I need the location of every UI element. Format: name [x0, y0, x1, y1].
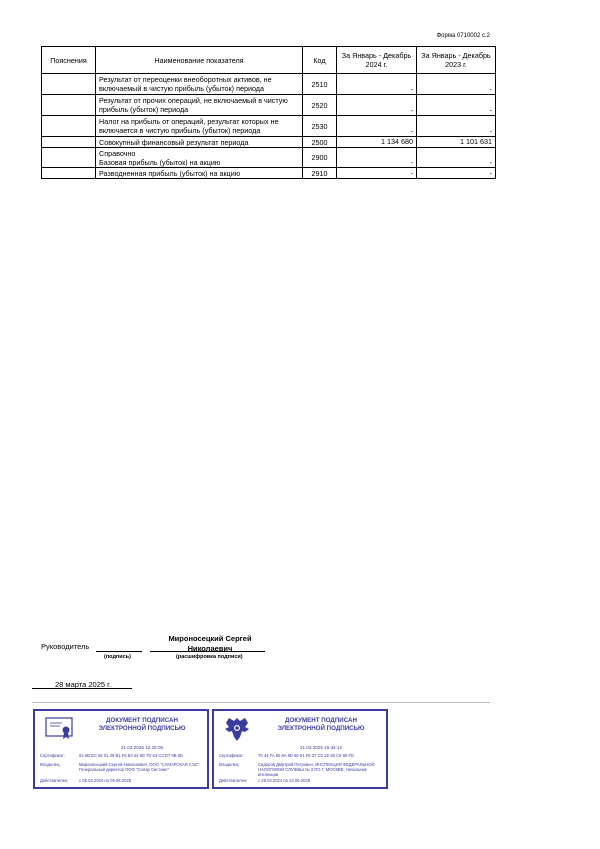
eagle-emblem-icon	[222, 715, 252, 743]
stamp-timestamp: 31.03.2025 15:34:12	[299, 745, 343, 750]
table-row	[42, 148, 496, 168]
table-row	[42, 95, 496, 116]
row-name: Справочно Базовая прибыль (убыток) на акцию	[96, 148, 303, 168]
row-notes	[42, 74, 96, 95]
row-value-current: -	[337, 74, 417, 95]
cert-label: Сертификат:	[219, 753, 244, 758]
row-code: 2910	[303, 168, 337, 179]
caption-signature: (подпись)	[104, 654, 131, 660]
row-notes	[42, 148, 96, 168]
header-name: Наименование показателя	[96, 47, 303, 74]
table-header-row	[42, 47, 496, 74]
row-value-current: -	[337, 95, 417, 116]
row-value-prev: 1 101 631	[417, 137, 496, 148]
owner-label: Владелец:	[219, 762, 240, 767]
row-code: 2530	[303, 116, 337, 137]
header-notes: Пояснения	[42, 47, 96, 74]
row-name: Результат от переоценки внеоборотных активов, не включаемый в чистую прибыль (убыток) периода	[96, 74, 303, 95]
row-value-prev: -	[417, 148, 496, 168]
row-name: Разводненная прибыль (убыток) на акцию	[96, 168, 303, 179]
signer-name-line2: Николаевич	[187, 644, 233, 653]
header-year-current: За Январь - Декабрь 2024 г.	[337, 47, 417, 74]
report-table	[41, 46, 496, 179]
valid-value: с 05.03.2024 по 05.06.2025	[79, 778, 132, 783]
row-code: 2510	[303, 74, 337, 95]
stamp-title: ДОКУМЕНТ ПОДПИСАН ЭЛЕКТРОННОЙ ПОДПИСЬЮ	[98, 717, 186, 732]
row-value-prev: -	[417, 116, 496, 137]
certificate-icon	[45, 717, 73, 741]
owner-value: Сидоров Дмитрий Петрович, ИНСПЕКЦИЯ ФЕДЕРАЛЬНОЙ НАЛОГОВОЙ СЛУЖБЫ № 3 ПО Г. МОСКВЕ, Начальник инспекции	[258, 762, 375, 777]
date-line	[32, 688, 132, 689]
row-code: 2900	[303, 148, 337, 168]
caption-decode: (расшифровка подписи)	[176, 654, 243, 660]
table-row	[42, 137, 496, 148]
row-value-current: -	[337, 148, 417, 168]
stamp-title: ДОКУМЕНТ ПОДПИСАН ЭЛЕКТРОННОЙ ПОДПИСЬЮ	[277, 717, 365, 732]
valid-value: с 29.03.2024 по 22.06.2025	[258, 778, 311, 783]
table-row	[42, 74, 496, 95]
valid-label: Действителен:	[219, 778, 248, 783]
cert-value: 76 44 FA 50 8A 6D 60 61 F6 37 C0 1E 60 C8 66 FE	[258, 753, 354, 758]
row-notes	[42, 95, 96, 116]
table-row	[42, 116, 496, 137]
row-notes	[42, 116, 96, 137]
row-value-current: 1 134 680	[337, 137, 417, 148]
signature-line	[96, 651, 142, 652]
cert-value: 02 6B EC 82 01 29 B1 F6 83 44 8D 7D 63 C3 D7 8B 0D	[79, 753, 184, 758]
row-name: Налог на прибыль от операций, результат которых не включается в чистую прибыль (убыток) периода	[96, 116, 303, 137]
row-value-prev: -	[417, 95, 496, 116]
signer-name-line1: Мироносецкий Сергей	[168, 634, 252, 643]
header-year-prev: За Январь - Декабрь 2023 г.	[417, 47, 496, 74]
header-code: Код	[303, 47, 337, 74]
table-row	[42, 168, 496, 179]
row-value-current: -	[337, 116, 417, 137]
owner-value: Мироносецкий Сергей Николаевич, ООО "САМАРСКАЯ СЭС", Генеральный директор ООО "Солар Системс"	[79, 762, 201, 772]
cert-label: Сертификат:	[40, 753, 65, 758]
sign-date: 28 марта 2025 г.	[55, 680, 112, 689]
row-value-current: -	[337, 168, 417, 179]
owner-label: Владелец:	[40, 762, 61, 767]
form-code: Форма 0710002 с.2	[436, 33, 490, 39]
row-value-prev: -	[417, 74, 496, 95]
row-code: 2520	[303, 95, 337, 116]
e-signature-stamp	[33, 709, 209, 789]
stamp-timestamp: 31.03.2025 12:25:08	[120, 745, 164, 750]
signer-role: Руководитель	[41, 642, 90, 651]
row-notes	[42, 168, 96, 179]
row-name: Совокупный финансовый результат периода	[96, 137, 303, 148]
decode-line	[150, 651, 265, 652]
divider	[32, 702, 490, 703]
row-notes	[42, 137, 96, 148]
row-name: Результат от прочих операций, не включаемый в чистую прибыль (убыток) периода	[96, 95, 303, 116]
row-code: 2500	[303, 137, 337, 148]
row-value-prev: -	[417, 168, 496, 179]
e-signature-stamp	[212, 709, 388, 789]
valid-label: Действителен:	[40, 778, 69, 783]
